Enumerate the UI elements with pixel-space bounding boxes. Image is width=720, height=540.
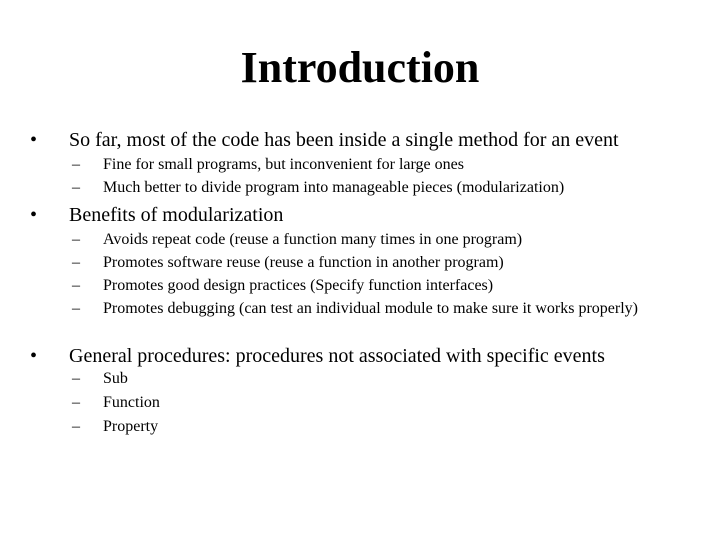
sub-point-text: Much better to divide program into manageable pieces (modularization) [103, 179, 565, 196]
dash-marker: – [72, 418, 80, 435]
bullet-marker: • [30, 204, 38, 226]
dash-marker: – [72, 300, 80, 317]
sub-point-text: Promotes debugging (can test an individual module to make sure it works properly) [103, 300, 638, 317]
dash-marker: – [72, 370, 80, 387]
dash-marker: – [72, 254, 80, 271]
dash-marker: – [72, 277, 80, 294]
bullet-text: General procedures: procedures not associated with specific events [69, 345, 605, 367]
sub-point-text: Function [103, 394, 160, 411]
sub-point-text: Promotes good design practices (Specify function interfaces) [103, 277, 494, 294]
bullet-marker: • [30, 129, 38, 151]
bullet-marker: • [30, 345, 38, 367]
sub-point-text: Property [103, 418, 159, 435]
sub-point-text: Avoids repeat code (reuse a function many times in one program) [103, 231, 523, 248]
dash-marker: – [72, 179, 80, 196]
sub-point-text: Promotes software reuse (reuse a function in another program) [103, 254, 504, 271]
dash-marker: – [72, 156, 80, 173]
bullet-text: Benefits of modularization [69, 204, 284, 226]
sub-point-text: Sub [103, 370, 128, 387]
dash-marker: – [72, 394, 80, 411]
dash-marker: – [72, 231, 80, 248]
slide-title: Introduction [240, 43, 480, 92]
bullet-text: So far, most of the code has been inside a single method for an event [69, 129, 619, 151]
sub-point-text: Fine for small programs, but inconvenient for large ones [103, 156, 464, 173]
